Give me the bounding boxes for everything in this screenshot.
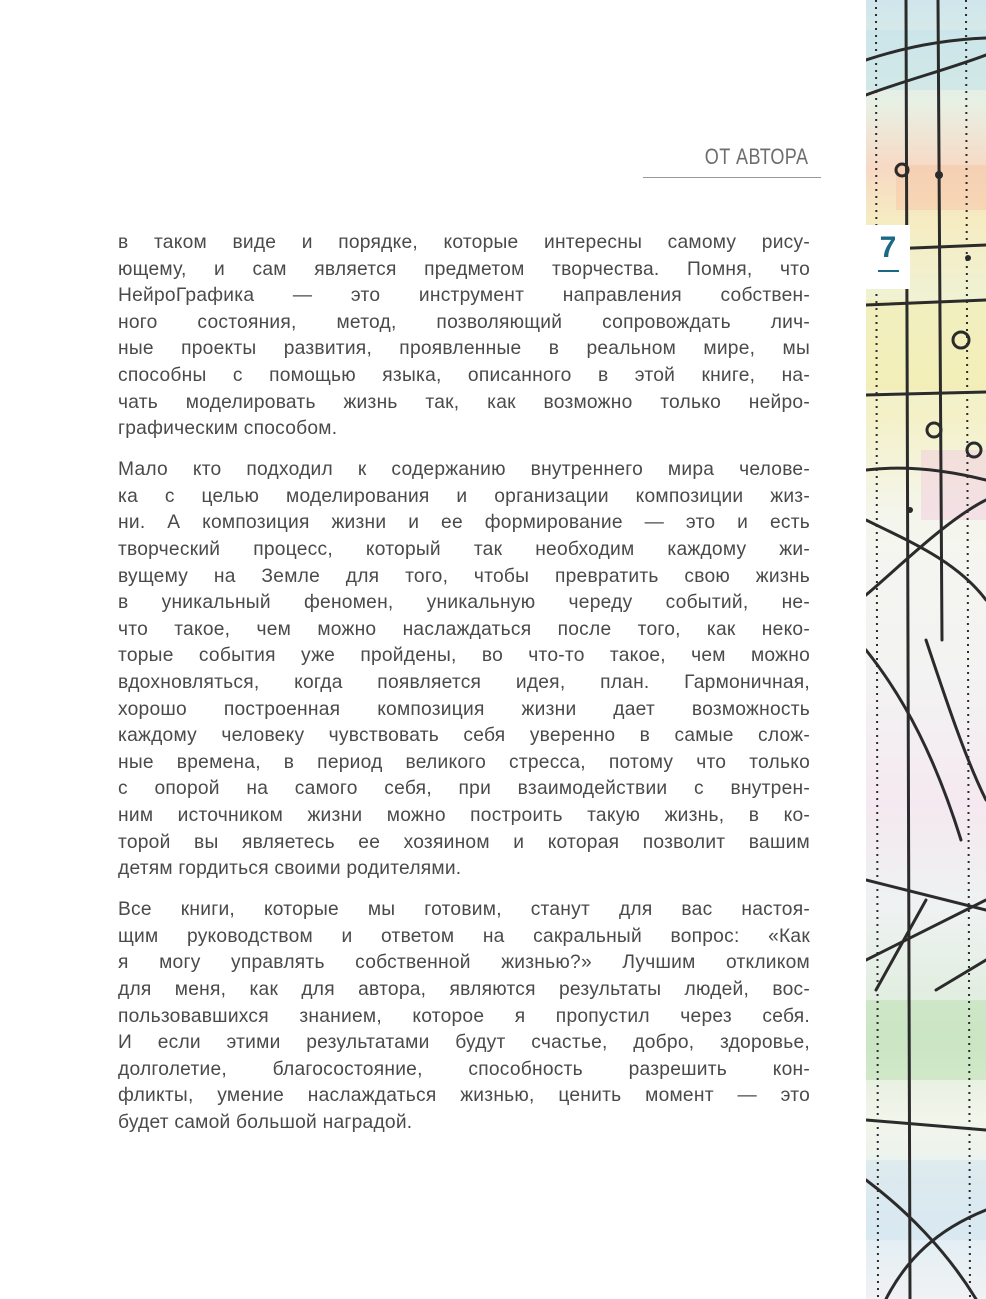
text-line: щим руководством и ответом на сакральный вопрос: «Как [118,925,810,947]
text-line: ка с целью моделирования и организации композиции жиз- [118,485,810,507]
text-line: НейроГрафика — это инструмент направления собствен- [118,285,810,307]
text-line: в таком виде и порядке, которые интересны самому рису- [118,232,810,253]
text-line: ные проекты развития, проявленные в реальном мире, мы [118,338,810,360]
text-line: долголетие, благосостояние, способность разрешить кон- [118,1058,810,1080]
text-line: пользовавшихся знанием, которое я пропустил через себя. [118,1005,810,1027]
text-line: ни. А композиция жизни и ее формирование — это и есть [118,512,810,534]
text-line: Все книги, которые мы готовим, станут для вас настоя- [118,899,810,921]
text-line: будет самой большой наградой. [118,1112,413,1133]
text-line: ющему, и сам является предметом творчества. Помня, что [118,258,810,280]
text-line: каждому человеку чувствовать себя уверенно в самые слож- [118,725,810,747]
neurographic-artwork [866,0,986,1299]
text-line: я могу управлять собственной жизнью?» Лучшим откликом [118,952,810,974]
paragraph-2 [118,457,810,883]
body-text [118,230,810,1151]
text-line: фликты, умение наслаждаться жизнью, ценить момент — это [118,1085,810,1107]
text-line: чать моделировать жизнь так, как возможно только нейро- [118,391,810,413]
text-line: детям гордиться своими родителями. [118,858,462,880]
text-line: для меня, как для автора, являются результаты людей, вос- [118,979,810,1001]
text-line: что такое, чем можно наслаждаться после того, как неко- [118,618,810,640]
page-number-underline [878,270,899,272]
page-number: 7 [879,231,897,264]
text-line: вдохновляться, когда появляется идея, план. Гармоничная, [118,672,810,693]
text-line: графическим способом. [118,418,338,440]
page-number-tab [866,225,910,289]
text-line: торой вы являетесь ее хозяином и которая позволит вашим [118,831,810,853]
text-line: с опорой на самого себя, при взаимодействии с внутрен- [118,778,810,800]
text-line: ним источником жизни можно построить такую жизнь, в ко- [118,804,810,826]
text-line: хорошо построенная композиция жизни дает возможность [118,698,810,720]
text-line: Мало кто подходил к содержанию внутреннего мира челове- [118,459,810,481]
text-line: ного состояния, метод, позволяющий сопровождать лич- [118,311,810,333]
text-line: вущему на Земле для того, чтобы превратить свою жизнь [118,565,810,587]
section-title-rule [643,177,821,178]
text-line: ные времена, в период великого стресса, потому что только [118,751,810,773]
text-line: в уникальный феномен, уникальную череду событий, не- [118,592,810,614]
paragraph-3 [118,897,810,1136]
text-line: И если этими результатами будут счастье, добро, здоровье, [118,1032,810,1054]
text-line: способны с помощью языка, описанного в этой книге, на- [118,364,810,386]
text-line: торые события уже пройдены, во что-то такое, чем можно [118,645,810,667]
paragraph-1 [118,230,810,443]
artwork-drawing [866,0,986,1299]
section-title: ОТ АВТОРА [704,144,808,169]
text-line: творческий процесс, который так необходим каждому жи- [118,539,810,561]
